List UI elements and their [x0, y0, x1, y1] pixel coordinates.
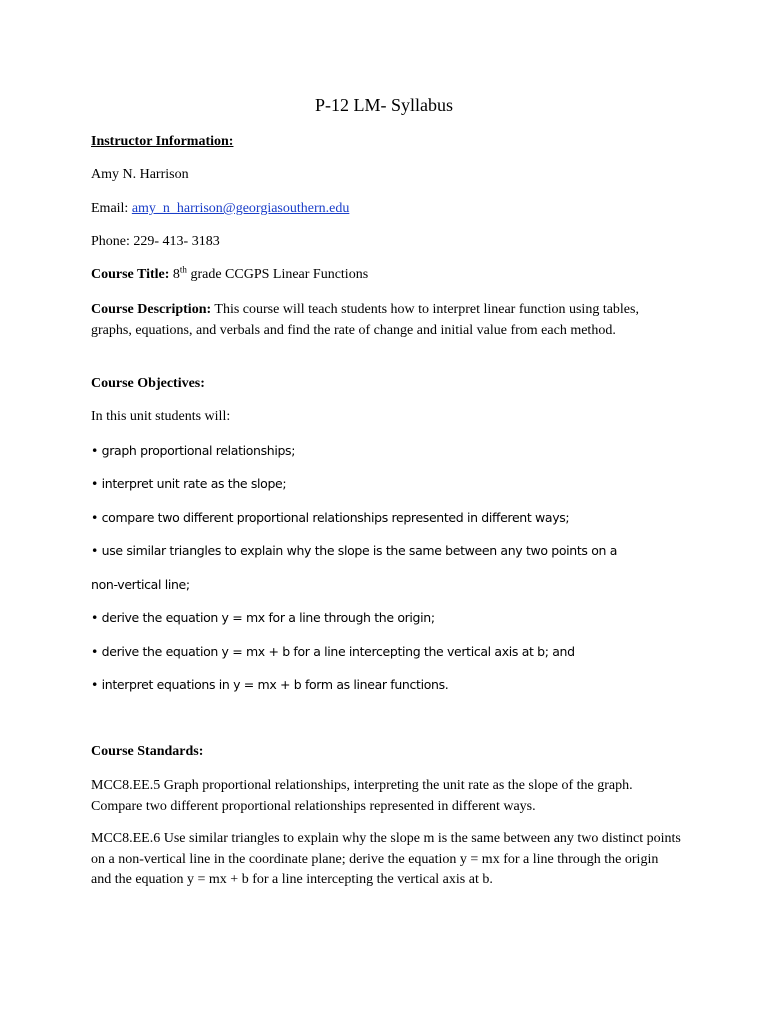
course-title-text: grade CCGPS Linear Functions — [190, 267, 369, 282]
course-description — [91, 300, 681, 341]
email-link[interactable]: amy_n_harrison@georgiasouthern.edu — [131, 201, 350, 216]
objective-item: • derive the equation y = mx + b for a line intercepting the vertical axis at b; and — [91, 644, 575, 659]
course-title-line — [91, 265, 368, 286]
objective-item: • interpret equations in y = mx + b form as linear functions. — [91, 677, 449, 692]
objective-item: • graph proportional relationships; — [91, 443, 296, 458]
course-description-label: Course Description: — [91, 302, 212, 317]
objective-item: non-vertical line; — [91, 577, 190, 592]
email-line — [91, 199, 349, 220]
objective-item: • use similar triangles to explain why the slope is the same between any two points on a — [91, 543, 618, 558]
standard-item: MCC8.EE.6 Use similar triangles to explain why the slope m is the same between any two distinct points on a non-vertical line in the coordinate plane; derive the equation y = mx for a line through the origin and the equation y = mx + b for a line intercepting the vertical axis at b. — [91, 831, 681, 887]
course-title-label: Course Title: — [91, 267, 170, 282]
standard-item: MCC8.EE.5 Graph proportional relationships, interpreting the unit rate as the slope of the graph. Compare two different proportional relationships represented in different ways. — [91, 778, 633, 814]
instructor-heading: Instructor Information: — [91, 134, 234, 149]
email-label: Email: — [91, 201, 129, 216]
objective-item: • compare two different proportional relationships represented in different ways; — [91, 510, 570, 525]
objectives-heading: Course Objectives: — [91, 376, 205, 391]
objectives-intro: In this unit students will: — [91, 409, 231, 424]
course-title-grade-suffix: th — [179, 264, 187, 275]
course-description-text: This course will teach students how to interpret linear function using tables, graphs, equations, and verbals and find the rate of change and initial value from each method. — [91, 302, 639, 338]
instructor-name: Amy N. Harrison — [91, 167, 189, 182]
objective-item: • derive the equation y = mx for a line through the origin; — [91, 610, 435, 625]
phone-line: Phone: 229- 413- 3183 — [91, 234, 220, 249]
objective-item: • interpret unit rate as the slope; — [91, 476, 287, 491]
standards-heading: Course Standards: — [91, 744, 204, 759]
page-title: P-12 LM- Syllabus — [314, 95, 453, 115]
course-title-grade: 8 — [172, 267, 180, 282]
